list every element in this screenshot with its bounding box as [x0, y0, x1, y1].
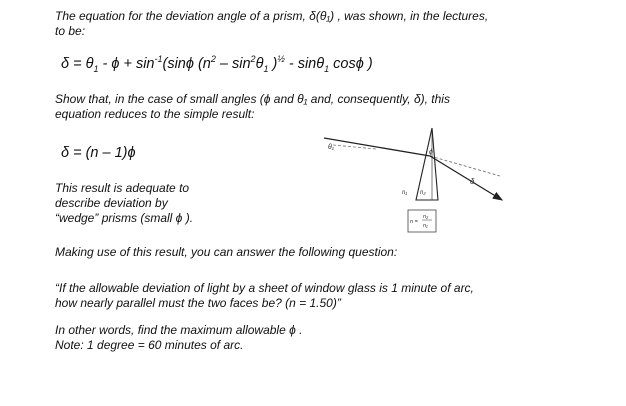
delta-label: δ: [470, 177, 475, 186]
making-use-line: Making use of this result, you can answer the following question:: [55, 245, 398, 259]
note-line: Note: 1 degree = 60 minutes of arc.: [55, 338, 244, 352]
adequate-line-2: describe deviation by: [55, 196, 168, 210]
show-line-1: Show that, in the case of small angles (ϕ and θ₁ and, consequently, δ), this: [55, 92, 450, 106]
intro-line-1: The equation for the deviation angle of a prism, δ(θ₁) , was shown, in the lectures,: [55, 9, 489, 23]
ratio-label: n =: [410, 219, 418, 225]
adequate-line-3: “wedge” prisms (small ϕ ).: [55, 211, 194, 225]
adequate-line-1: This result is adequate to: [55, 181, 190, 195]
small-angle-equation: δ = (n – 1)ϕ: [61, 145, 136, 161]
question-line-2: how nearly parallel must the two faces be? (n = 1.50)”: [55, 296, 341, 310]
ratio-denominator: n₁: [423, 223, 428, 229]
intro-line-2: to be:: [55, 24, 86, 38]
show-line-2: equation reduces to the simple result:: [55, 107, 255, 121]
question-line-1: “If the allowable deviation of light by a sheet of window glass is 1 minute of arc,: [55, 281, 474, 295]
theta-label: θ₁: [328, 144, 335, 151]
extended-ray-dashed: [430, 156, 500, 176]
phi-label: ϕ: [429, 149, 433, 156]
other-words-line: In other words, find the maximum allowable ϕ .: [55, 323, 303, 337]
wedge-prism-diagram: [318, 122, 508, 237]
n2-label: n₂: [420, 190, 426, 196]
incident-ray: [324, 138, 430, 156]
ratio-numerator: n₂: [423, 214, 429, 220]
deviated-ray: [430, 156, 502, 200]
n1-label: n₁: [402, 190, 408, 196]
deviation-equation: $\delta = \theta_1 - \phi + \sin^{-1}(\sin\phi$ ($n^2 - \sin^2\theta_1$ )$^{\frac{1}{2}}$ - sinθ$_1$ cosϕ ): [61, 54, 373, 74]
